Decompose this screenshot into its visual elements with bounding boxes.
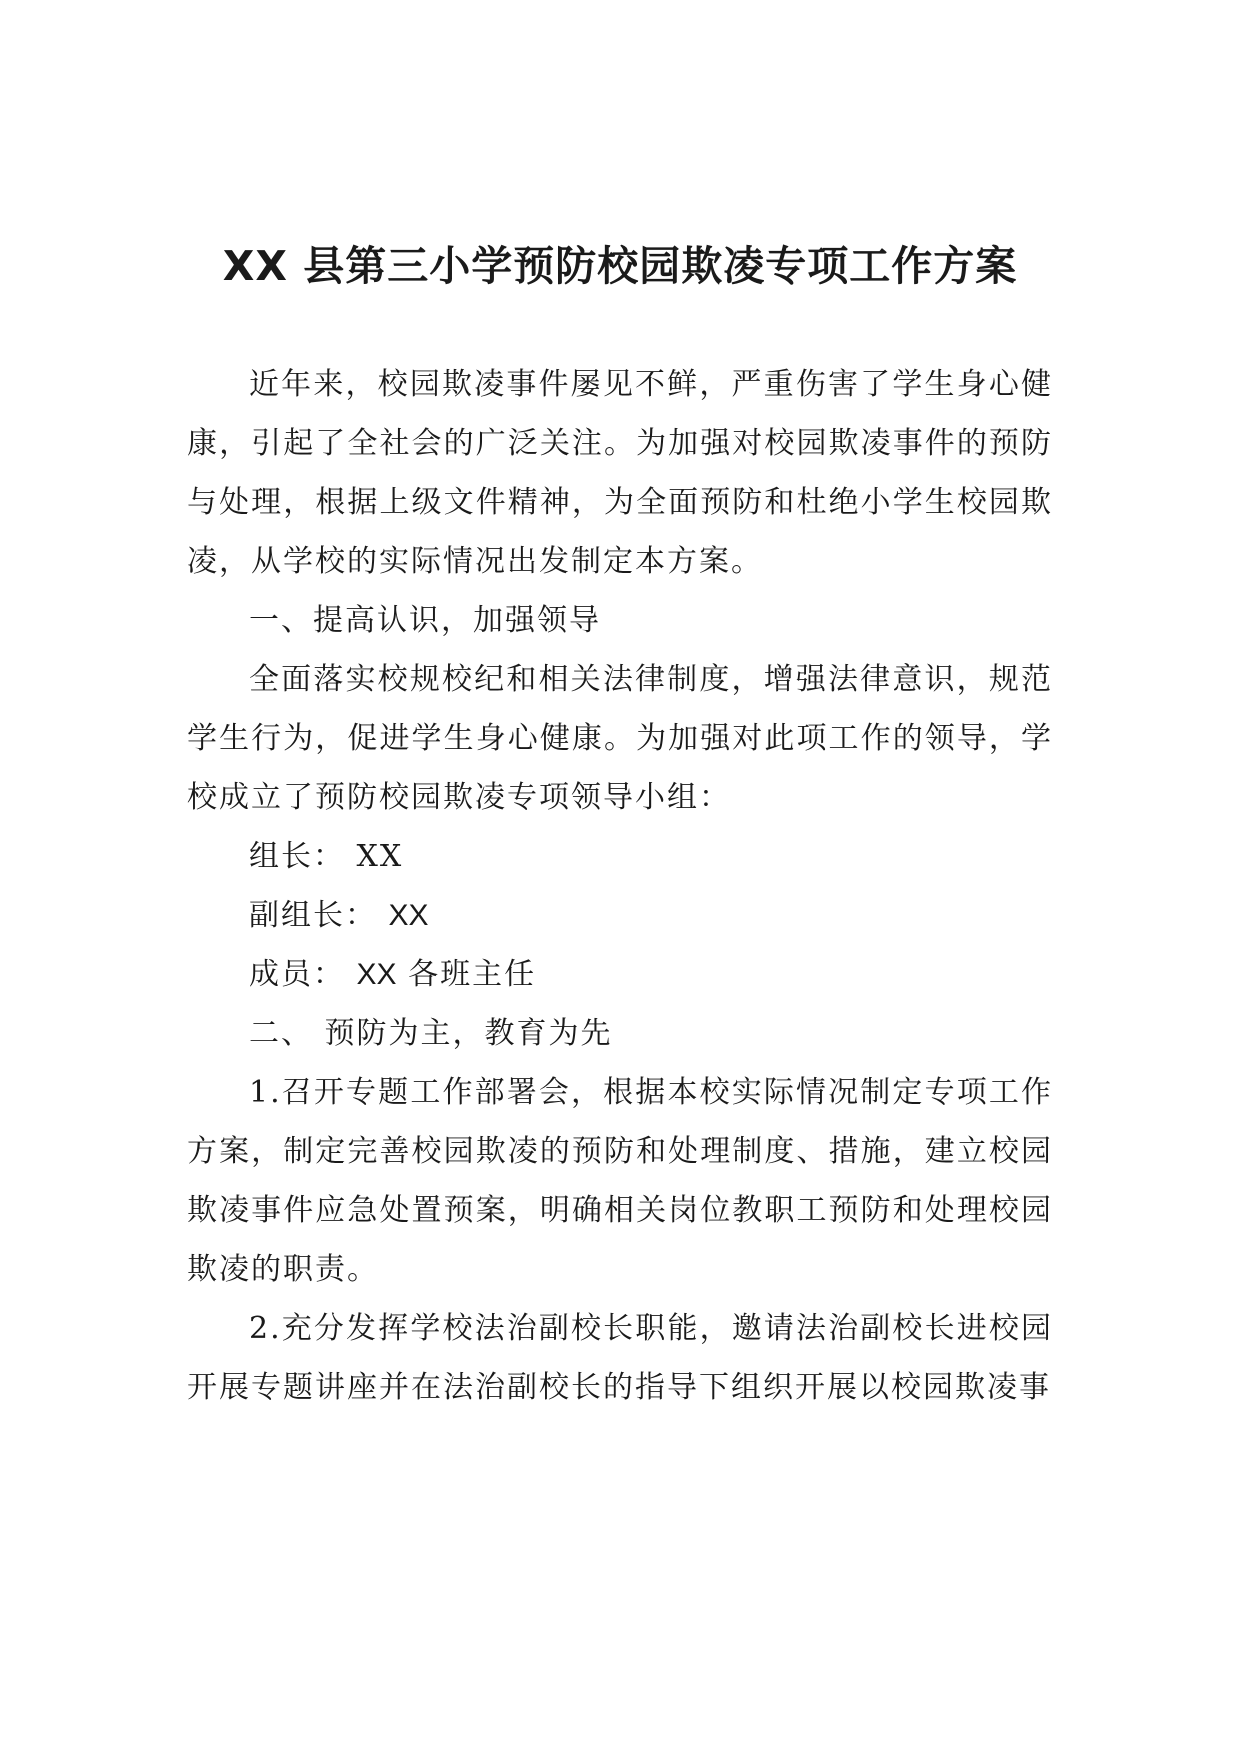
deputy-leader-label: 副组长： bbox=[249, 898, 377, 933]
item-1-paragraph: 1.召开专题工作部署会，根据本校实际情况制定专项工作方案，制定完善校园欺凌的预防和处理制度、措施，建立校园欺凌事件应急处置预案，明确相关岗位教职工预防和处理校园欺凌的职责。 bbox=[187, 1075, 1053, 1287]
deputy-leader-name: XX bbox=[388, 899, 429, 932]
item-2-paragraph: 2.充分发挥学校法治副校长职能，邀请法治副校长进校园开展专题讲座并在法治副校长的指导下组织开展以校园欺凌事 bbox=[187, 1311, 1053, 1405]
deputy-leader-line bbox=[187, 886, 1053, 945]
intro-paragraph: 近年来，校园欺凌事件屡见不鲜，严重伤害了学生身心健康，引起了全社会的广泛关注。为加强对校园欺凌事件的预防与处理，根据上级文件精神，为全面预防和杜绝小学生校园欺凌，从学校的实际情况出发制定本方案。 bbox=[187, 367, 1053, 579]
members-name: XX bbox=[356, 958, 397, 991]
members-extra: 各班主任 bbox=[408, 957, 537, 992]
document-title: XX 县第三小学预防校园欺凌专项工作方案 bbox=[222, 242, 1018, 290]
section-1-body: 全面落实校规校纪和相关法律制度，增强法律意识，规范学生行为，促进学生身心健康。为加强对此项工作的领导，学校成立了预防校园欺凌专项领导小组： bbox=[187, 662, 1053, 815]
members-label: 成员： bbox=[249, 957, 345, 992]
members-line bbox=[187, 945, 1053, 1004]
leader-line bbox=[187, 827, 1053, 886]
section-2-heading: 二、 预防为主，教育为先 bbox=[249, 1016, 613, 1051]
leader-label: 组长： bbox=[249, 839, 345, 874]
document-body bbox=[187, 355, 1053, 1417]
section-1-heading: 一、提高认识，加强领导 bbox=[249, 603, 601, 638]
leader-name: XX bbox=[356, 839, 404, 874]
